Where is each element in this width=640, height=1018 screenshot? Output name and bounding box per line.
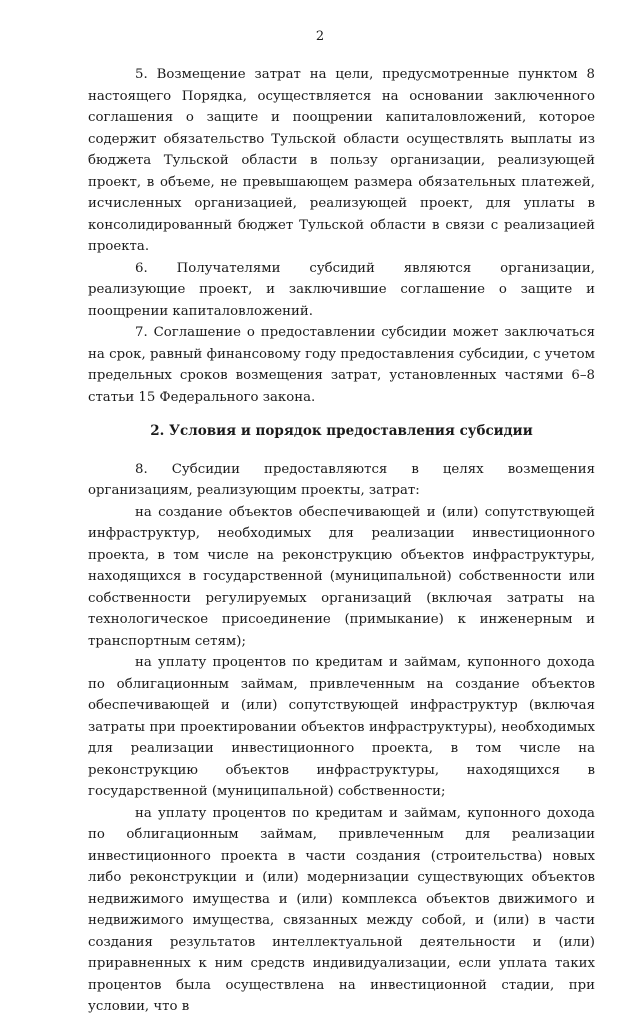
paragraph-6: 6. Получателями субсидий являются организации, реализующие проект, и заключившие соглашение о защите и поощрении капиталовложений.	[88, 260, 595, 319]
document-body	[88, 64, 595, 1018]
paragraph-8: 8. Субсидии предоставляются в целях возмещения организациям, реализующим проекты, затрат:	[88, 461, 595, 498]
page-number: 2	[315, 29, 325, 44]
paragraph-8-item-project-interest: на уплату процентов по кредитам и займам, купонного дохода по облигационным займам, привлеченным для реализации инвестиционного проекта в части создания (строительства) новых либо реконструкции и (или) модернизации существующих объектов недвижимого имущества и (или) комплекса объектов движимого и недвижимого имущества, связанных между собой, и (или) в части создания результатов интеллектуальной деятельности и (или) приравненных к ним средств индивидуализации, если уплата таких процентов была осуществлена на инвестиционной стадии, при условии, что в	[88, 805, 595, 1014]
section-heading: 2. Условия и порядок предоставления субсидии	[150, 423, 533, 439]
paragraph-8-item-infrastructure-interest: на уплату процентов по кредитам и займам, купонного дохода по облигационным займам, привлеченным на создание объектов обеспечивающей и (или) сопутствующей инфраструктур (включая затраты при проектировании объектов инфраструктуры), необходимых для реализации инвестиционного проекта, в том числе на реконструкцию объектов инфраструктуры, находящихся в государственной (муниципальной) собственности;	[88, 655, 595, 799]
paragraph-8-item-infrastructure: на создание объектов обеспечивающей и (или) сопутствующей инфраструктур, необходимых для реализации инвестиционного проекта, в том числе на реконструкцию объектов инфраструктуры, находящихся в государственной (муниципальной) собственности или собственности регулируемых организаций (включая затраты на технологическое присоединение (примыкание) к инженерным и транспортным сетям);	[88, 504, 595, 649]
paragraph-5: 5. Возмещение затрат на цели, предусмотренные пунктом 8 настоящего Порядка, осуществляется на основании заключенного соглашения о защите и поощрении капиталовложений, которое содержит обязательство Тульской области осуществлять выплаты из бюджета Тульской области в пользу организации, реализующей проект, в объеме, не превышающем размера обязательных платежей, исчисленных организацией, реализующей проект, для уплаты в консолидированный бюджет Тульской области в связи с реализацией проекта.	[88, 67, 595, 254]
paragraph-7: 7. Соглашение о предоставлении субсидии может заключаться на срок, равный финансовому году предоставления субсидии, с учетом предельных сроков возмещения затрат, установленных частями 6–8 статьи 15 Федерального закона.	[88, 325, 595, 405]
